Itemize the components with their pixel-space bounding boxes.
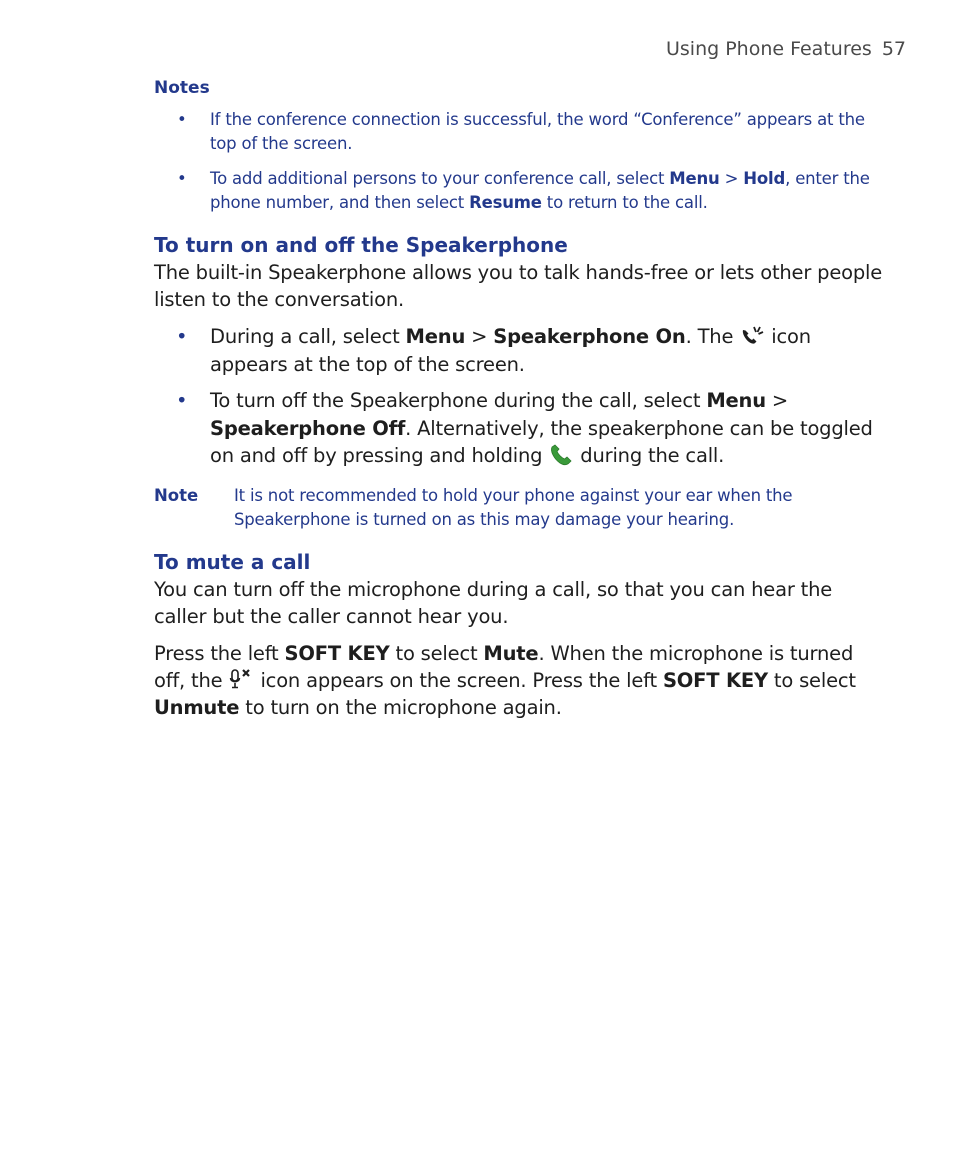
bullet: • — [177, 169, 187, 188]
speakerphone-off-term: Speakerphone Off — [210, 416, 406, 440]
step-text-part: > — [465, 325, 494, 348]
note-block — [154, 484, 884, 532]
speakerphone-intro: The built-in Speakerphone allows you to talk hands-free or lets other people listen to the conversation. — [154, 261, 883, 311]
speakerphone-heading: To turn on and off the Speakerphone — [154, 233, 568, 257]
talk-button-icon — [548, 443, 574, 467]
note-text-part: To add additional persons to your conference call, select — [210, 169, 670, 188]
running-header — [666, 38, 906, 60]
note-text-part: , enter the phone number, and then select — [210, 169, 870, 212]
mute-text-part: . When the microphone is turned off, the — [154, 641, 854, 692]
bullet: • — [177, 110, 187, 129]
speakerphone-icon — [739, 324, 765, 348]
note-item — [154, 167, 884, 215]
menu-term: Menu — [669, 169, 720, 188]
step-item — [154, 387, 884, 470]
resume-term: Resume — [469, 193, 542, 212]
note-text-part: > — [719, 169, 744, 188]
mute-text-part: to select — [389, 641, 484, 665]
step-text-part: During a call, select — [210, 325, 406, 348]
mute-heading: To mute a call — [154, 549, 311, 574]
notes-list — [154, 108, 884, 215]
mute-intro: You can turn off the microphone during a call, so that you can hear the caller but the caller cannot hear you. — [154, 577, 833, 628]
bullet: • — [176, 325, 188, 348]
menu-term: Menu — [405, 325, 466, 348]
note-label: Note — [154, 485, 199, 505]
step-text-part: . The — [685, 325, 740, 348]
step-text-part: during the call. — [574, 444, 725, 467]
note-text: If the conference connection is successful, the word “Conference” appears at the top of the screen. — [210, 110, 865, 153]
soft-key-term: SOFT KEY — [662, 668, 768, 692]
mute-text-part: to turn on the microphone again. — [239, 695, 562, 719]
mute-text-part: icon appears on the screen. Press the left — [254, 668, 663, 692]
mute-instructions — [154, 640, 884, 721]
step-text-part: To turn off the Speakerphone during the call, select — [210, 389, 707, 412]
bullet: • — [176, 389, 188, 412]
hold-term: Hold — [743, 169, 786, 188]
page-number: 57 — [881, 38, 906, 60]
menu-term: Menu — [706, 389, 766, 412]
note-text-part: to return to the call. — [541, 193, 708, 212]
mute-text-part: Press the left — [154, 641, 285, 665]
note-item — [154, 108, 884, 156]
speakerphone-on-term: Speakerphone On — [493, 325, 686, 348]
soft-key-term: SOFT KEY — [284, 641, 390, 665]
unmute-term: Unmute — [154, 695, 240, 719]
note-text: It is not recommended to hold your phone against your ear when the Speakerphone is turned on as this may damage your hearing. — [234, 485, 793, 529]
step-text-part: icon appears at the top of the screen. — [210, 325, 811, 376]
mute-text-part: to select — [767, 668, 856, 692]
step-item — [154, 323, 884, 378]
speakerphone-steps — [154, 323, 884, 470]
mic-muted-icon — [228, 668, 254, 692]
notes-label: Notes — [154, 78, 210, 98]
page-content — [154, 78, 884, 731]
step-text-part: . Alternatively, the speakerphone can be toggled on and off by pressing and holding — [210, 416, 873, 467]
header-section-title: Using Phone Features — [665, 38, 872, 60]
mute-term: Mute — [483, 641, 539, 665]
step-text-part: > — [765, 389, 789, 412]
